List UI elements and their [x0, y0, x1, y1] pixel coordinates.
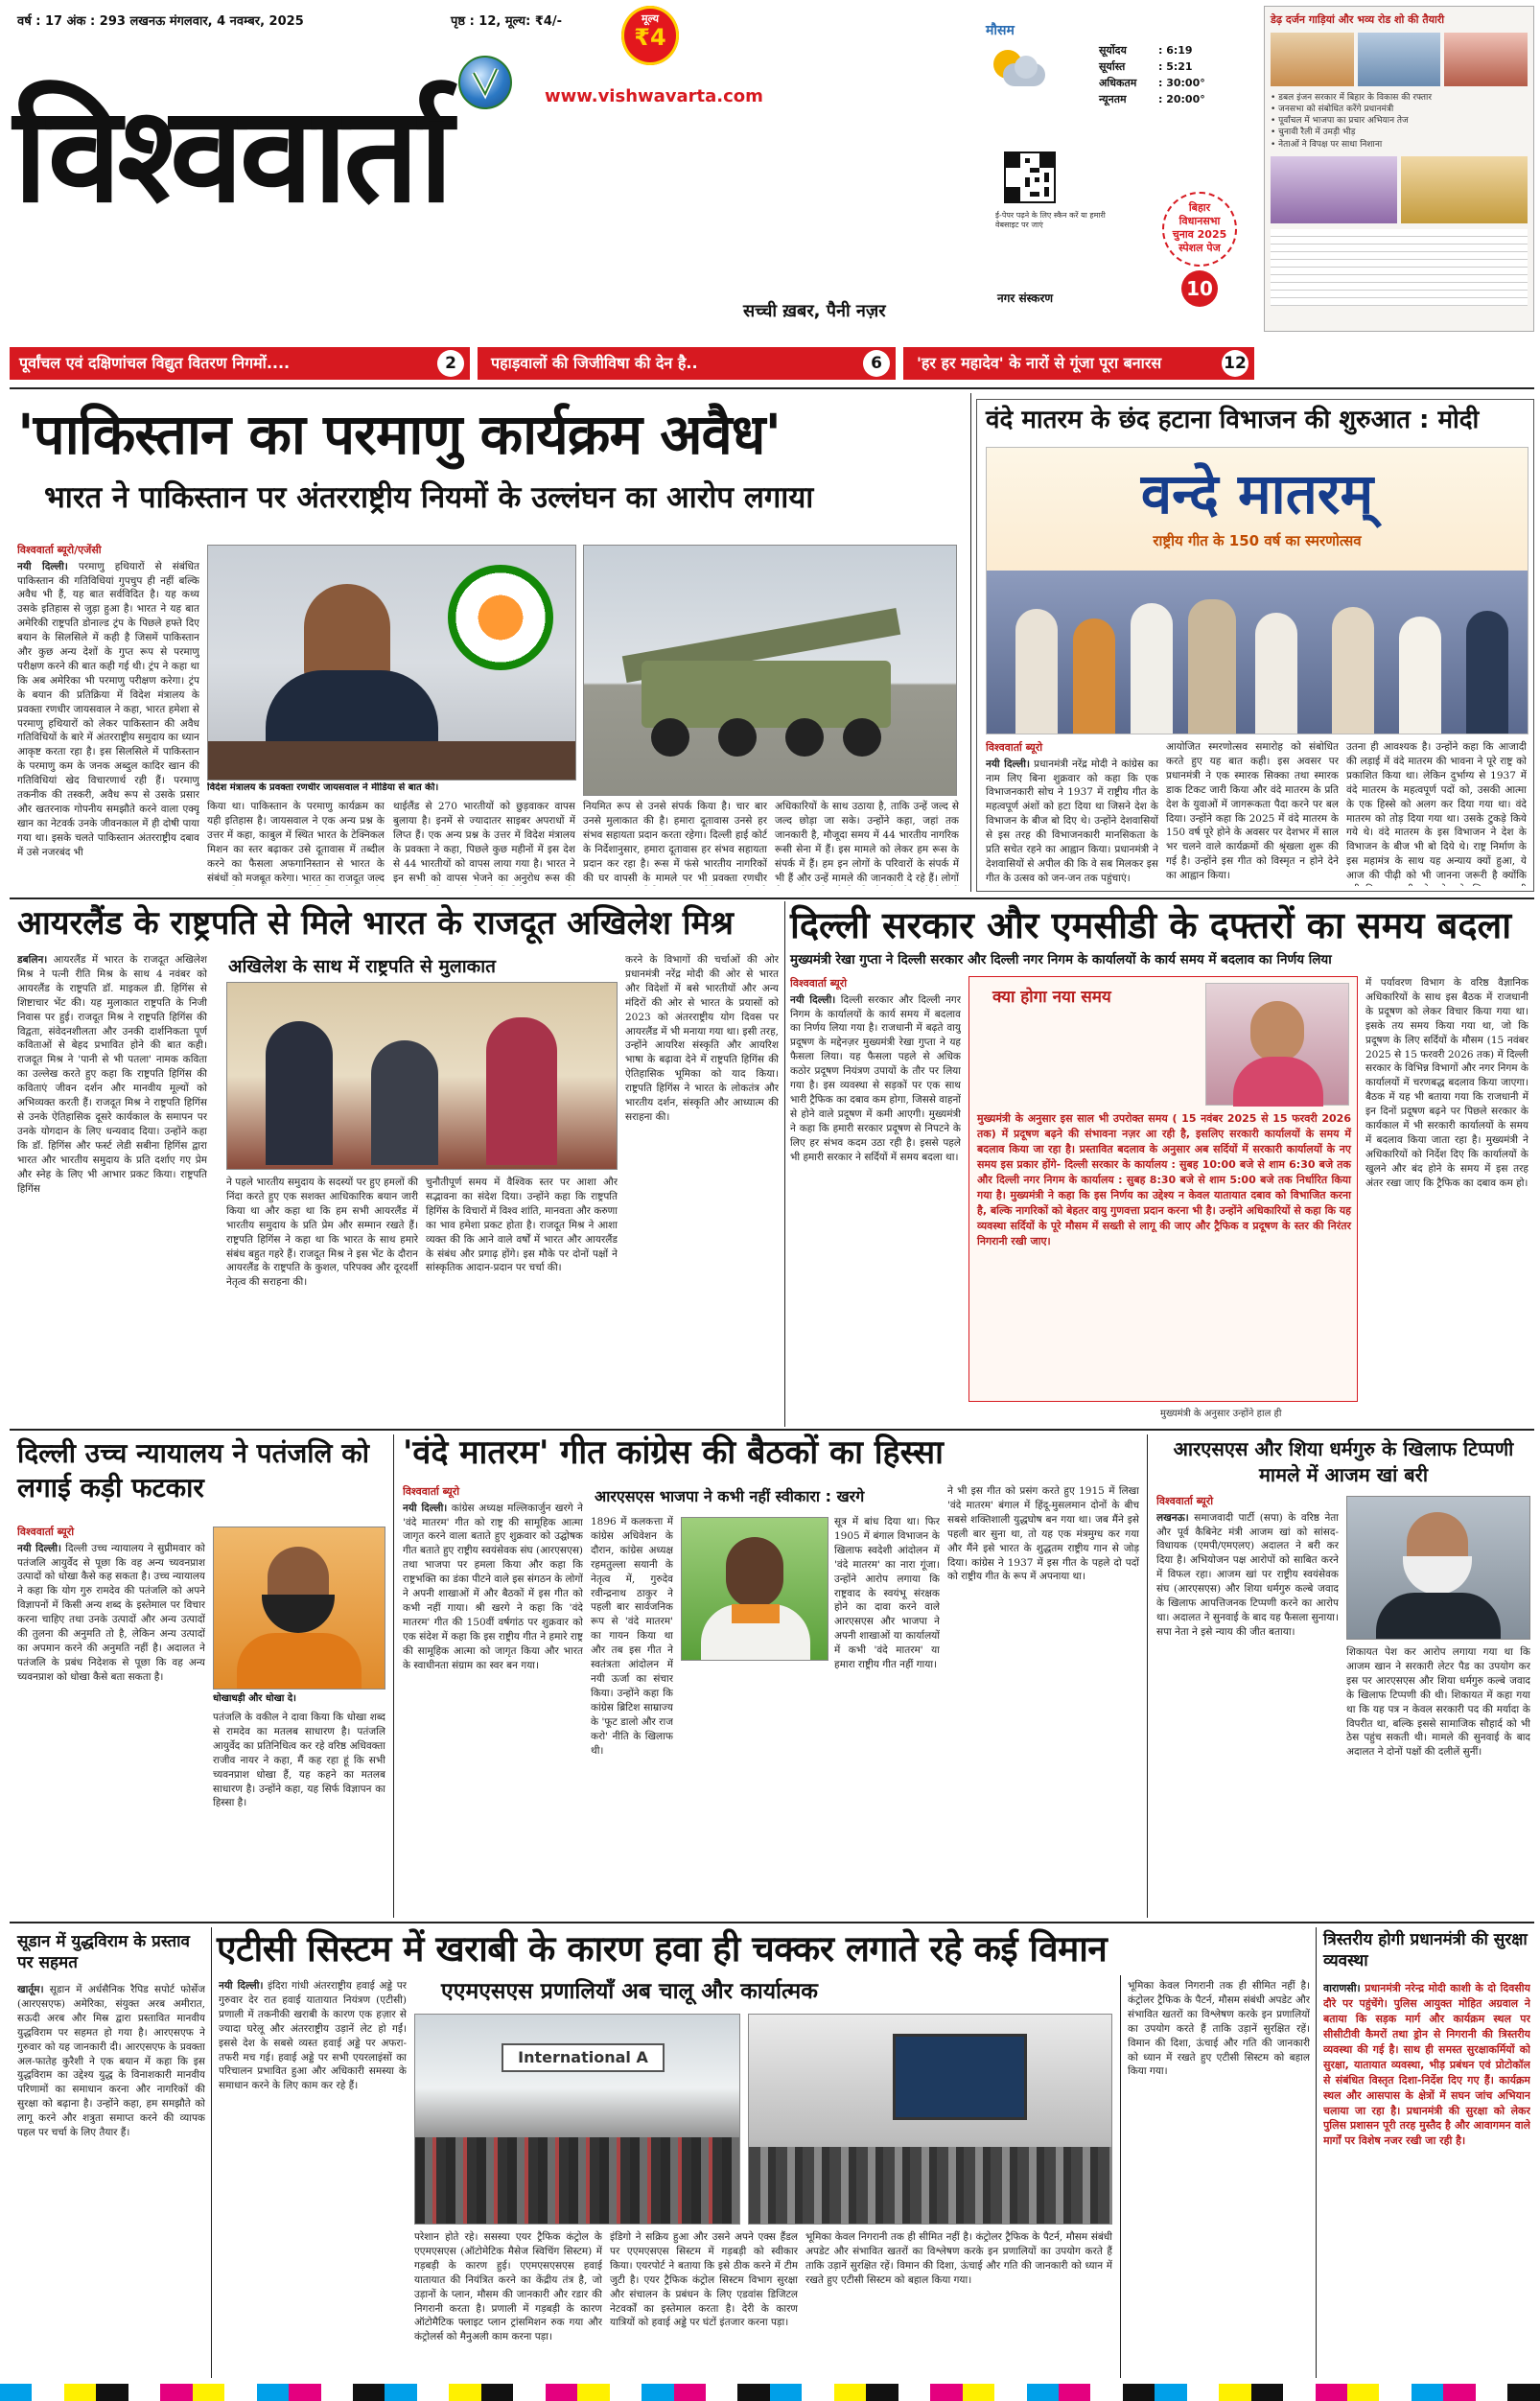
strip-line: • चुनावी रैली में उमड़ी भीड़	[1271, 128, 1356, 138]
teaser-1-text: पूर्वांचल एवं दक्षिणांचल विद्युत वितरण निगमों....	[19, 354, 291, 372]
ireland-col-4	[625, 953, 779, 1421]
registration-swatch	[353, 2384, 385, 2401]
pm-security-dateline: वाराणसी।	[1323, 1982, 1361, 1994]
vande-congress-text-4: ने भी इस गीत को प्रसंग करते हुए 1915 में लिखा 'वंदे मातरम' बंगाल में हिंदू-मुसलमान दोनों के बीच सबसे शक्तिशाली युद्धघोष बन गया था। जब मैंने इसे पहली बार सुना था, तो यह एक मंत्रमुग्ध कर गया और मैंने इसे भारत के शुद्धतम राष्ट्रीय गान से जोड़ दिया। कांग्रेस ने 1937 में इस गीत के पहले दो पदों को राष्ट्रीय गीत के रूप में अपनाया था।	[947, 1485, 1139, 1583]
bihar-badge[interactable]	[1162, 192, 1237, 267]
globe-logo	[458, 56, 512, 109]
registration-swatch	[1476, 2384, 1507, 2401]
registration-swatch	[1027, 2384, 1059, 2401]
azam-col-2	[1346, 1645, 1530, 1910]
strip-photo-1	[1271, 33, 1354, 86]
registration-swatch	[1316, 2384, 1347, 2401]
strip-line: • जनसभा को संबोधित करेंगे प्रधानमंत्री	[1271, 105, 1394, 115]
registration-swatch	[1251, 2384, 1283, 2401]
delhi-timing-box	[968, 976, 1358, 1402]
registration-swatch	[289, 2384, 320, 2401]
ireland-photo-label: अखिलेश के साथ में राष्ट्रपति से मुलाकात	[228, 956, 497, 977]
ceasefire-text: सूडान में अर्धसैनिक रैपिड सपोर्ट फोर्सेज (आरएसएफ) अमेरिका, संयुक्त अरब अमीरात, सऊदी अरब और मिस्र द्वारा प्रस्तावित मानवीय युद्धविराम पर सहमत हो गया है। आरएसएफ ने गुरुवार को यह जानकारी दी। आरएसएफ के प्रवक्ता अल-फातेह कुरैशी ने एक बयान में कहा कि इस युद्धविराम का उद्देश्य युद्ध के विनाशकारी मानवीय परिणामों का समाधान करना और नागरिकों की सुरक्षा को बढ़ाना है। उन्होंने कहा, हम समझौते को लागू करने और शत्रुता समाप्त करने की व्यापक पहल पर चर्चा के लिए तैयार हैं।	[17, 1984, 205, 2139]
teaser-2[interactable]	[478, 347, 896, 380]
pm-security-headline[interactable]: त्रिस्तरीय होगी प्रधानमंत्री की सुरक्षा व्यवस्था	[1323, 1930, 1528, 1971]
registration-swatch	[1507, 2384, 1539, 2401]
qr-code[interactable]	[1004, 152, 1056, 203]
weather-row-value: : 6:19	[1158, 44, 1193, 57]
teaser-3-text: 'हर हर महादेव' के नारों से गूंजा पूरा बनारस	[917, 354, 1162, 372]
registration-swatch	[577, 2384, 609, 2401]
weather-row-label: सूर्यास्त	[1099, 60, 1126, 73]
patanjali-caption: धोखाधड़ी और धोखा दे।	[213, 1693, 385, 1705]
azam-dateline: लखनऊ।	[1156, 1511, 1189, 1524]
weather-row-label: सूर्योदय	[1099, 44, 1127, 57]
atc-subhead: एएमएसएस प्रणालियाँ अब चालू और कार्यात्मक	[441, 1979, 818, 2004]
azam-text-1: समाजवादी पार्टी (सपा) के वरिष्ठ नेता और पूर्व कैबिनेट मंत्री आजम खां को सांसद-विधायक (एमपी/एमएलए) अदालत ने बरी कर दिया है। अभियोजन पक्ष आरोपों को साबित करने में विफल रहा। आजम खां पर राष्ट्रीय स्वयंसेवक संघ (आरएसएस) और शिया धर्मगुरु कल्बे जवाद के खिलाफ आपत्तिजनक टिप्पणी करने का आरोप था। अदालत ने सुनवाई के बाद यह फैसला सुनाया। सपा नेता ने इसे न्याय की जीत बताया।	[1156, 1511, 1339, 1638]
teaser-1[interactable]	[10, 347, 470, 380]
registration-swatch	[481, 2384, 513, 2401]
pm-security-text: प्रधानमंत्री नरेन्द्र मोदी काशी के दो दिवसीय दौरे पर पहुंचेंगे। पुलिस आयुक्त मोहित अग्रवाल ने बताया कि सड़क मार्ग और कार्यक्रम स्थल पर सीसीटीवी कैमरों तथा ड्रोन से निगरानी की त्रिस्तरीय व्यवस्था की गई है। साथ ही समस्त सुरक्षाकर्मियों को सुरक्षा, यातायात व्यवस्था, भीड़ प्रबंधन एवं प्रोटोकॉल से संबंधित विस्तृत दिशा-निर्देश दिए गए हैं। कार्यक्रम स्थल और आसपास के क्षेत्रों में सघन जांच अभियान चलाया जा रहा है। प्रधानमंत्री की सुरक्षा को लेकर पुलिस प्रशासन पूरी तरह मुस्तैद है और आवागमन वाले मार्गों पर विशेष नजर रखी जा रही है।	[1323, 1982, 1530, 2148]
delhi-col-1	[790, 976, 961, 1421]
vande-congress-text-1: कांग्रेस अध्यक्ष मल्लिकार्जुन खरगे ने 'वंदे मातरम' गीत को राष्ट्र की सामूहिक आत्मा जागृत करने वाला बताते हुए शुक्रवार को उद्घोषक गीत बताते हुए राष्ट्रीय स्वयंसेवक संघ (आरएसएस) तथा भाजपा पर हमला किया और कहा कि राष्ट्रभक्ति का डंका पीटने वाले इस संगठन के लोगों ने अपनी शाखाओं में और बैठकों में इस गीत को कभी नहीं गाया। श्री खरगे ने कहा कि 'वंदे मातरम' गीत की 150वीं वर्षगांठ पर शुक्रवार को एक संदेश में कहा कि इस राष्ट्रीय गीत ने हमारे राष्ट्र की सामूहिक आत्मा को जागृत किया और भारत के स्वाधीनता संग्राम का स्वर बन गया।	[403, 1502, 583, 1671]
ceasefire-headline[interactable]: सूडान में युद्धविराम के प्रस्ताव पर सहमत	[17, 1932, 190, 1973]
delhi-box-title: क्या होगा नया समय	[992, 988, 1111, 1007]
vande-people	[987, 590, 1528, 734]
weather-row-value: : 5:21	[1158, 60, 1193, 73]
lead-text-4: नियमित रूप से उनसे संपर्क किया है। चार बार उनसे मुलाकात की है। हमारा दूतावास उनसे हर संभव सहायता प्रदान करता रहेगा। दिल्ली हाई कोर्ट के निर्देशानुसार, हमारा दूतावास हर संभव सहायता प्रदान कर रहा है। रूस में फंसे भारतीय नागरिकों की घर वापसी के मामले पर भी प्रवक्ता रणधीर	[583, 801, 767, 884]
registration-swatch	[610, 2384, 642, 2401]
registration-swatch	[642, 2384, 673, 2401]
lead-photo-spokesperson	[207, 545, 576, 781]
atc-text-2: परेशान होते रहे। ससस्या एयर ट्रैफिक कंट्रोल के एएमएसएस (ऑटोमेटिक मैसेज स्विचिंग सिस्टम) में गड़बड़ी के कारण हुई। एएमएसएसएस हवाई यातायात की नियंत्रित करने का केंद्रीय तंत्र है, जो उड़ानों के प्लान, मौसम की जानकारी और रडार की निगरानी करता है। प्रणाली में गड़बड़ी के कारण ऑटोमैटिक फ्लाइट प्लान ट्रांसमिशन रुक गया और कंट्रोलर्स को मैनुअली काम करना पड़ा।	[414, 2231, 602, 2343]
weather-box	[986, 25, 1225, 121]
patanjali-byline: विश्ववार्ता ब्यूरो	[17, 1526, 75, 1538]
ireland-headline[interactable]: आयरलैंड के राष्ट्रपति से मिले भारत के राजदूत अखिलेश मिश्र	[17, 904, 734, 943]
lead-col-1	[17, 543, 199, 886]
issue-line: वर्ष : 17 अंक : 293 लखनऊ मंगलवार, 4 नवम्बर, 2025	[17, 14, 304, 29]
registration-swatch	[1379, 2384, 1411, 2401]
pages-price: पृष्ठ : 12, मूल्य: ₹4/-	[451, 14, 563, 29]
vande-congress-col-2	[591, 1515, 673, 1910]
edition-label: नगर संस्करण	[997, 291, 1054, 305]
atc-col-3	[610, 2230, 798, 2376]
delhi-headline[interactable]: दिल्ली सरकार और एमसीडी के दफ्तरों का समय बदला	[790, 904, 1512, 946]
weather-row-value: : 30:00°	[1158, 77, 1205, 89]
ireland-text-3: चुनौतीपूर्ण समय में वैश्विक स्तर पर आशा और सद्भावना का संदेश दिया। उन्होंने कहा कि राष्ट्रपति हिगिंस के विचारों में विश्व शांति, मानवता और करुणा का भाव हमेशा प्रकट होता है। राजदूत मिश्र ने आशा व्यक्त की कि आने वाले वर्षों में भारत और आयरलैंड के संबंध और प्रगाढ़ होंगे। इस मौके पर दोनों पक्षों ने सांस्कृतिक आदान-प्रदान पर चर्चा की।	[426, 1177, 618, 1274]
registration-swatch	[257, 2384, 289, 2401]
patanjali-text-2: पतंजलि के वकील ने दावा किया कि धोखा शब्द से रामदेव का मतलब साधारण है। पतंजलि आयुर्वेद का प्रतिनिधित्व कर रहे वरिष्ठ अधिवक्ता राजीव नायर ने कहा, मैं कह रहा हूं कि सभी च्यवनप्राश धोखा हैं, यह कहने का मतलब साधारण है। उन्होंने कहा, यह सिर्फ विज्ञापन का हिस्सा है।	[213, 1712, 385, 1809]
pm-security-text-block	[1323, 1981, 1530, 2376]
strip-line: • नेताओं ने विपक्ष पर साधा निशाना	[1271, 139, 1383, 150]
registration-swatch	[866, 2384, 898, 2401]
registration-swatch	[737, 2384, 769, 2401]
registration-swatch	[674, 2384, 706, 2401]
airport-crowd-photo: International A	[414, 2014, 740, 2225]
patanjali-text-1: दिल्ली उच्च न्यायालय ने सुप्रीमवार को पतंजलि आयुर्वेद से पूछा कि वह अन्य च्यवनप्राश उत्पादों को धोखा कैसे कह सकता है। उच्च न्यायालय ने कहा कि योग गुरु रामदेव की पतंजलि को अपने विज्ञापनों में किसी अन्य शब्द के इस्तेमाल पर विचार करना चाहिए तथा उनके उत्पादों और अन्य उत्पादों की तुलना की अनुमति तो है, लेकिन अन्य उत्पादों का अपमान करने की अनुमति नहीं है। अदालत ने पतंजलि के प्रबंध निदेशक से पूछा कि वह अन्य च्यवनप्राश को धोखा कैसे बता सकता है।	[17, 1542, 205, 1683]
registration-bar	[0, 2384, 1540, 2401]
delhi-subhead: मुख्यमंत्री रेखा गुप्ता ने दिल्ली सरकार और दिल्ली नगर निगम के कार्यालयों के कार्य समय में बदलाव का निर्णय लिया	[790, 952, 1332, 967]
website-link[interactable]: www.vishwavarta.com	[545, 86, 763, 106]
lead-text-5: अधिकारियों के साथ उठाया है, ताकि उन्हें जल्द से जल्द छोड़ा जा सके। उन्होंने कहा, जहां तक जानकारी है, मौजूदा समय में 44 भारतीय नागरिक रूसी सेना में हैं। इस मामले को लेकर हम रूस के संपर्क में हैं। हम इन लोगों के परिवारों के संपर्क में भी हैं और उन्हें मामले की जानकारी दे रहे हैं। लोगों	[775, 801, 959, 884]
atc-text-1: इंदिरा गांधी अंतरराष्ट्रीय हवाई अड्डे पर गुरुवार देर रात हवाई यातायात नियंत्रण (एटीसी) प्रणाली में तकनीकी खराबी के कारण एक हज़ार से ज्यादा घरेलू और अंतरराष्ट्रीय उड़ानें लेट हो गईं। इससे देश के सबसे व्यस्त हवाई अड्डे पर अफरा-तफरी मच गई। हवाई अड्डे पर सभी एयरलाइंसों का परिचालन प्रभावित हुआ और अधिकारी समस्या के समाधान करने के लिए काम कर रहे हैं।	[219, 1980, 407, 2092]
delhi-caption: मुख्यमंत्री के अनुसार उन्होंने हाल ही	[1160, 1409, 1282, 1419]
registration-swatch	[449, 2384, 480, 2401]
weather-row	[1099, 58, 1224, 75]
registration-swatch	[802, 2384, 833, 2401]
lead-col-2	[207, 800, 385, 886]
registration-swatch	[1283, 2384, 1315, 2401]
registration-swatch	[0, 2384, 32, 2401]
atc-text-4: भूमिका केवल निगरानी तक ही सीमित नहीं है। कंट्रोलर ट्रैफिक के पैटर्न, मौसम संबंधी अपडेट और संभावित खतरों का विश्लेषण करके इन प्रणालियों का उपयोग करते हैं ताकि उड़ानें सुरक्षित रहें। विमान की दिशा, ऊंचाई और गति की जानकारी को ध्यान में रखते हुए एटीसी सिस्टम को बहाल किया गया।	[805, 2231, 1112, 2286]
lead-headline[interactable]: 'पाकिस्तान का परमाणु कार्यक्रम अवैध'	[17, 402, 782, 467]
strip-headline: डेढ़ दर्जन गाड़ियां और भव्य रोड शो की तैयारी	[1271, 13, 1445, 26]
lead-dateline: नयी दिल्ली।	[17, 560, 68, 572]
azam-photo	[1346, 1496, 1530, 1640]
vande-congress-col-3	[834, 1515, 940, 1910]
teaser-1-page: 2	[437, 350, 464, 377]
registration-swatch	[32, 2384, 63, 2401]
vande-top-headline[interactable]: वंदे मातरम के छंद हटाना विभाजन की शुरुआत : मोदी	[986, 406, 1480, 434]
atc-col-1	[219, 1979, 407, 2376]
weather-row	[1099, 75, 1224, 91]
registration-swatch	[96, 2384, 128, 2401]
weather-row-value: : 20:00°	[1158, 93, 1205, 105]
ceasefire-text-block	[17, 1983, 205, 2376]
registration-swatch	[1187, 2384, 1219, 2401]
delhi-text-1: दिल्ली सरकार और दिल्ली नगर निगम के कार्यालयों के कार्य समय में बदलाव का निर्णय लिया गया है। राजधानी में बढ़ते वायु प्रदूषण के मद्देनज़र मुख्यमंत्री रेखा गुप्ता ने यह फैसला लिया। यह फैसला पहले से अधिक कठोर प्रदूषण नियंत्रण उपायों के तौर पर लिया गया है। इस व्यवस्था से सड़कों पर एक साथ भारी ट्रैफिक का दबाव कम होगा, जिससे वाहनों से होने वाले प्रदूषण में कमी आएगी। मुख्यमंत्री ने कहा कि हमारी सरकार प्रदूषण से निपटने के लिए हर संभव कदम उठा रही है। इससे पहले भी हमारी सरकार ने सर्दियों में समय बदला था।	[790, 993, 961, 1163]
registration-swatch	[513, 2384, 545, 2401]
weather-icon	[990, 46, 1047, 94]
registration-swatch	[1090, 2384, 1122, 2401]
weather-row-label: न्यूनतम	[1099, 93, 1127, 105]
azam-headline[interactable]: आरएसएस और शिया धर्मगुरु के खिलाफ टिप्पणी मामले में आजम खां बरी	[1173, 1437, 1514, 1486]
registration-swatch	[1059, 2384, 1090, 2401]
azam-text-2: शिकायत पेश कर आरोप लगाया गया था कि आजम खान ने सरकारी लेटर पैड का उपयोग कर इस पर आरएसएस और शिया धर्मगुरु कल्बे जवाद के खिलाफ टिप्पणी की थी। शिकायत में कहा गया था कि यह पत्र न केवल सरकारी पद की मर्यादा के विपरीत था, बल्कि इससे सामाजिक सौहार्द को भी ठेस पहुंच सकती थी। मामले की सुनवाई के बाद अदालत ने दोनों पक्षों की दलीलें सुनीं।	[1346, 1646, 1530, 1759]
ireland-col-1	[17, 953, 207, 1421]
vande-congress-col-1	[403, 1484, 583, 1910]
ceasefire-dateline: खार्तूम।	[17, 1984, 44, 1995]
ireland-photo	[226, 982, 618, 1170]
lead-photo-caption: विदेश मंत्रालय के प्रवक्ता रणधीर जायसवाल ने मीडिया से बात की।	[207, 782, 576, 796]
teaser-2-text: पहाड़वालों की जिजीविषा की देन है..	[491, 354, 698, 372]
atc-col-2	[414, 2230, 602, 2376]
delhi-box-text: मुख्यमंत्री के अनुसार इस साल भी उपरोक्त समय ( 15 नवंबर 2025 से 15 फरवरी 2026 तक) में प्रदूषण बढ़ने की संभावना नज़र आ रही है, इसलिए सरकारी कार्यालयों के समय में बदलाव किया जा रहा है। प्रस्तावित बदलाव के अनुसार अब सर्दियों में सरकारी कार्यालयों के नए समय इस प्रकार होंगे- दिल्ली सरकार के कार्यालय : सुबह 10:00 बजे से शाम 6:30 बजे तक और दिल्ली नगर निगम के कार्यालय : सुबह 8:30 बजे से शाम 5:00 बजे तक निर्धारित किया गया है। मुख्यमंत्री ने कहा कि इस निर्णय का उद्देश्य न केवल यातायात दबाव को विभाजित करना है, बल्कि नागरिकों को बेहतर वायु गुणवत्ता प्रदान करना भी है। उन्होंने अधिकारियों से कहा कि यह व्यवस्था सर्दियों के पूरे मौसम में सख्ती से लागू की जाए और ट्रैफिक व प्रदूषण के स्तर की निरंतर निगरानी रखी जाए।	[977, 1112, 1351, 1247]
ireland-col-3	[426, 1176, 618, 1421]
teaser-3[interactable]	[903, 347, 1254, 380]
registration-swatch	[1443, 2384, 1475, 2401]
patanjali-col-2	[213, 1711, 385, 1910]
registration-swatch	[770, 2384, 802, 2401]
vande-top-dateline: नयी दिल्ली।	[986, 758, 1030, 770]
bihar-page-number[interactable]: 10	[1181, 270, 1218, 307]
delhi-dateline: नयी दिल्ली।	[790, 993, 836, 1006]
atc-col-5	[1128, 1979, 1310, 2376]
azam-col-1	[1156, 1494, 1339, 1910]
lead-byline: विश्ववार्ता ब्यूरो/एजेंसी	[17, 544, 102, 556]
teaser-bar	[10, 347, 1534, 380]
lead-col-3	[393, 800, 575, 886]
registration-swatch	[417, 2384, 449, 2401]
lead-text-2: किया था। पाकिस्तान के परमाणु कार्यक्रम का यही इतिहास है। जायसवाल ने एक अन्य प्रश्न के उत्तर में कहा, काबुल में स्थित भारत के टेक्निकल मिशन का स्तर बढ़ाकर उसे दूतावास में तब्दील करने का फैसला अफगानिस्तान से भारत के संबंधों को मजबूत करेगा। भारत का राजदूत जल्द	[207, 801, 385, 884]
atc-screen-photo	[748, 2014, 1112, 2225]
weather-row-label: अधिकतम	[1099, 77, 1137, 89]
vande-banner-title: वन्दे मातरम्	[1140, 461, 1374, 526]
bihar-badge-line: बिहार	[1188, 201, 1211, 214]
vande-banner-subtitle: राष्ट्रीय गीत के 150 वर्ष का स्मरणोत्सव	[1153, 532, 1362, 549]
patanjali-dateline: नयी दिल्ली।	[17, 1542, 62, 1554]
ireland-text-2: ने पहले भारतीय समुदाय के सदस्यों पर हुए हमलों की निंदा करते हुए एक सशक्त आधिकारिक बयान जारी किया था और कहा था कि हम सभी आयरलैंड में भारतीय समुदाय के प्रति प्रेम और सम्मान रखते हैं। राष्ट्रपति हिगिंस ने कहा था कि भारत के साथ हमारे संबंध बहुत गहरे हैं। राजदूत मिश्र ने इस भेंट के दौरान आयरलैंड के राष्ट्रपति के कुशल, परिपक्व और दूरदर्शी नेतृत्व की सराहना की।	[226, 1177, 418, 1289]
vande-congress-col-4	[947, 1484, 1139, 1910]
registration-swatch	[834, 2384, 866, 2401]
lead-text-3: थाईलैंड से 270 भारतीयों को छुड़वाकर वापस बुलाया है। इनमें से ज्यादातर साइबर अपराधों में लिप्त हैं। एक अन्य प्रश्न के उत्तर में विदेश मंत्रालय के प्रवक्ता ने कहा, पिछले कुछ महीनों में इस देश से 44 भारतीयों को वापस लाया गया है। भारत ने इन सभी को वापस भेजने का अनुरोध रूस की	[393, 801, 575, 884]
vande-top-text-3: उतना ही आवश्यक है। उन्होंने कहा कि आजादी की लड़ाई में वंदे मातरम की भावना ने पूरे राष्ट्र को प्रकाशित किया था। लेकिन दुर्भाग्य से 1937 में वंदे मातरम के महत्वपूर्ण पदों को, उसकी आत्मा के एक हिस्से को अलग कर दिया गया था। वंदे मातरम को तोड़ दिया गया था। उसके टुकड़े किये गये थे। वंदे मातरम के इस विभाजन ने देश के विभाजन के बीज भी बो दिये थे। राष्ट्र निर्माण के इस महामंत्र के साथ यह अन्याय क्यों हुआ, ये आज की पीढ़ी को भी जानना जरूरी है क्योंकि	[1346, 741, 1527, 882]
atc-col-4	[805, 2230, 1112, 2376]
patanjali-photo	[213, 1527, 385, 1690]
registration-swatch	[385, 2384, 416, 2401]
delhi-byline: विश्ववार्ता ब्यूरो	[790, 977, 848, 990]
lead-text-1: परमाणु हथियारों से संबंधित पाकिस्तान की गतिविधियां गुपचुप ही नहीं बल्कि अवैध भी हैं, यह बात सर्वविदित है। यह कथ्य उसके इतिहास से जुड़ा हुआ है। भारत ने यह बात अमेरिकी राष्ट्रपति डोनाल्ड ट्रंप के पिछले हफ्ते दिए बयान के सिलसिले में कही है जिसमें पाकिस्तान और कुछ अन्य देशों के गुप्त रूप से परमाणु परीक्षण करने की बात कही गई थी। ट्रंप ने कहा था कि अब अमेरिका भी परमाणु परीक्षण करेगा। ट्रंप के बयान की प्रतिक्रिया में विदेश मंत्रालय के प्रवक्ता रणधीर जायसवाल ने कहा, भारत हमेशा से परमाणु हथियारों को लेकर पाकिस्तान की अवैध गतिविधियों के बारे में अंतरराष्ट्रीय समुदाय का ध्यान आकृष्ट करता रहा है। इस सिलसिले में पाकिस्तान के परमाणु कम के जनक अब्दुल कादिर खान की गतिविधियां खेद विचारणार्थ रही हैं। परमाणु तकनीक की तस्करी, अवैध रूप से उसके प्रसार और खतरनाक गोपनीय समझौते करने वाला एक्यू खान का नेटवर्क उनके जीवनकाल में ही दोषी पाया गया था। इसके चलते पाकिस्तान अंतरराष्ट्रीय दबाव में उसे नजरबंद भी	[17, 560, 199, 858]
registration-swatch	[128, 2384, 160, 2401]
registration-swatch	[1219, 2384, 1250, 2401]
registration-swatch	[546, 2384, 577, 2401]
vande-top-col-2	[1166, 740, 1339, 886]
delhi-cm-photo	[1205, 983, 1349, 1106]
delhi-col-2	[1365, 976, 1528, 1421]
vande-congress-subhead: आरएसएस भाजपा ने कभी नहीं स्वीकारा : खरगे	[595, 1487, 865, 1505]
weather-rows	[1099, 42, 1224, 107]
teaser-3-page: 12	[1222, 350, 1248, 377]
atc-text-3: इंडिगो ने सक्रिय हुआ और उसने अपने एक्स हैंडल पर एएमएसएस सिस्टम में गड़बड़ी को स्वीकार किया। एयरपोर्ट ने बताया कि इसे ठीक करने में टीम जुटी है। एयर ट्रैफिक कंट्रोल सिस्टम विभाग सुरक्षा और संचालन के प्रबंधन के लिए एडवांस डिजिटल नेटवर्कों का इस्तेमाल करता है। देरी के कारण यात्रियों को हवाई अड्डे पर घंटों इंतजार करना पड़ा।	[610, 2231, 798, 2329]
delhi-text-2: में पर्यावरण विभाग के वरिष्ठ वैज्ञानिक अधिकारियों के साथ इस बैठक में राजधानी के प्रदूषण को लेकर विचार किया गया था। इसके तय समय किया गया था, जो कि प्रदूषण के लिए सर्दियों के मौसम (15 नवंबर 2025 से 15 फरवरी 2026 तक) में दिल्ली सरकार के विभिन्न विभागों और नगर निगम के कार्यालयों में चरणबद्ध बदलाव किया जाएगा। बैठक में यह भी बताया गया कि राजधानी में इन दिनों प्रदूषण बढ़ने पर पिछले सरकार के कार्यकाल में भी सरकारी कार्यालयों के समय में बदलाव किया जाता रहा है। मुख्यमंत्री ने अधिकारियों को निर्देश दिए कि कार्यालयों के खुलने और बंद होने के समय में इस तरह अंतर रखा जाए कि ट्रैफिक का दबाव कम हो।	[1365, 977, 1528, 1189]
price-badge	[621, 6, 679, 65]
ireland-text-4: करने के विभागों की चर्चाओं की ओर प्रधानमंत्री नरेंद्र मोदी की ओर से भारत और विदेशों में बसे भारतीयों और अन्य मंदिरों की ओर से भारत के प्रयासों को 2023 को अंतरराष्ट्रीय योग दिवस पर आयरलैंड में भी मनाया गया था। इसी तरह, उन्होंने आयरिश संस्कृति और आयरिश भाषा के बढ़ावा देने में राष्ट्रपति हिगिंस की ऐतिहासिक भूमिका को याद किया। राष्ट्रपति हिगिंस ने भारत के लोकतंत्र और भारतीय दर्शन, संस्कृति और आध्यात्म की सराहना की।	[625, 954, 779, 1123]
weather-title: मौसम	[986, 23, 1015, 38]
bihar-badge-line: चुनाव 2025	[1172, 228, 1227, 241]
lead-photo-missile	[583, 545, 957, 796]
ireland-dateline: डबलिन।	[17, 954, 48, 966]
registration-swatch	[1155, 2384, 1186, 2401]
strip-line: • डबल इंजन सरकार में बिहार के विकास की रफ्तार	[1271, 93, 1433, 103]
registration-swatch	[994, 2384, 1026, 2401]
vande-top-col-1	[986, 740, 1158, 886]
registration-swatch	[1123, 2384, 1155, 2401]
qr-caption: ई-पेपर पढ़ने के लिए स्कैन करें या हमारी वेबसाइट पर जाएं	[995, 211, 1106, 229]
weather-row	[1099, 91, 1224, 107]
vande-top-col-3	[1346, 740, 1527, 886]
strip-photo-3	[1444, 33, 1528, 86]
vande-congress-text-3: सूत्र में बांध दिया था। फिर 1905 में बंगाल विभाजन के खिलाफ स्वदेशी आंदोलन में 'वंदे मातरम' का नारा गूंजा। उन्होंने आरोप लगाया कि राष्ट्रवाद के स्वयंभू संरक्षक होने का दावा करने वाले आरएसएस और भाजपा ने अपनी शाखाओं या कार्यालयों में कभी 'वंदे मातरम' या हमारा राष्ट्रीय गीत नहीं गाया।	[834, 1516, 940, 1671]
azam-byline: विश्ववार्ता ब्यूरो	[1156, 1495, 1214, 1507]
patanjali-col-1	[17, 1525, 205, 1910]
atc-dateline: नयी दिल्ली।	[219, 1980, 264, 1992]
paper-title: विश्ववार्ता	[13, 76, 450, 232]
patanjali-headline[interactable]: दिल्ली उच्च न्यायालय ने पतंजलि को लगाई कड़ी फटकार	[17, 1437, 370, 1504]
registration-swatch	[706, 2384, 737, 2401]
paper-tagline: सच्ची ख़बर, पैनी नज़र	[743, 301, 886, 321]
ireland-col-2	[226, 1176, 418, 1421]
vande-congress-text-2: 1896 में कलकत्ता में कांग्रेस अधिवेशन के दौरान, कांग्रेस अध्यक्ष रहमतुल्ला सयानी के नेतृत्व में, गुरुदेव रवीन्द्रनाथ ठाकुर ने पहली बार सार्वजनिक रूप से 'वंदे मातरम' का गायन किया था और तब इस गीत ने स्वतंत्रता आंदोलन में नयी ऊर्जा का संचार किया। उन्होंने कहा कि कांग्रेस ब्रिटिश साम्राज्य के 'फूट डालो और राज करो' नीति के खिलाफ थी।	[591, 1516, 673, 1757]
vande-banner	[986, 447, 1528, 734]
kharge-photo	[681, 1517, 828, 1661]
strip-photo-5	[1401, 156, 1528, 223]
registration-swatch	[898, 2384, 930, 2401]
vande-congress-dateline: नयी दिल्ली।	[403, 1502, 448, 1514]
vande-congress-headline[interactable]: 'वंदे मातरम' गीत कांग्रेस की बैठकों का हिस्सा	[403, 1434, 944, 1472]
registration-swatch	[193, 2384, 224, 2401]
registration-swatch	[224, 2384, 256, 2401]
registration-swatch	[321, 2384, 353, 2401]
vande-top-text-1: प्रधानमंत्री नरेंद्र मोदी ने कांग्रेस का नाम लिए बिना शुक्रवार को कहा कि एक विभाजनकारी सोच ने 1937 में राष्ट्रीय गीत के महत्वपूर्ण अंशों को हटा दिया था जिसने देश के विभाजन के बीज बो दिए थे। उन्होंने देशवासियों से इस तरह की विभाजनकारी मानसिकता के प्रति सचेत रहने का आह्वान किया। प्रधानमंत्री ने देशवासियों से अपील की कि वे सब मिलकर इस गीत के उत्सव को जन-जन तक पहुंचाएं।	[986, 758, 1158, 884]
lead-subhead: भारत ने पाकिस्तान पर अंतरराष्ट्रीय नियमों के उल्लंघन का आरोप लगाया	[44, 480, 814, 515]
vande-congress-byline: विश्ववार्ता ब्यूरो	[403, 1485, 460, 1498]
weather-row	[1099, 42, 1224, 58]
registration-swatch	[963, 2384, 994, 2401]
strip-photo-2	[1358, 33, 1441, 86]
vande-top-text-2: आयोजित स्मरणोत्सव समारोह को संबोधित करते हुए यह बात कही। इस अवसर पर प्रधानमंत्री ने एक स्मारक सिक्का तथा स्मारक डाक टिकट जारी किया और वंदे मातरम के प्रति देश के युवाओं में जागरूकता पैदा करने पर बल दिया। उन्होंने कहा कि 2025 में वंदे मातरम के 150 वर्ष पूरे होने के अवसर पर देशभर में साल भर चलने वाले कार्यक्रमों की श्रृंखला शुरू की गई है। उन्होंने इस गीत को विस्मृत न होने देने का आह्वान किया।	[1166, 741, 1339, 882]
bihar-badge-line: स्पेशल पेज	[1178, 242, 1221, 254]
bihar-strip[interactable]	[1264, 6, 1534, 332]
price-label: मूल्य	[642, 12, 659, 25]
registration-swatch	[160, 2384, 192, 2401]
registration-swatch	[1347, 2384, 1379, 2401]
lead-col-5	[775, 800, 959, 886]
registration-swatch	[1412, 2384, 1443, 2401]
vande-top-byline: विश्ववार्ता ब्यूरो	[986, 741, 1043, 754]
strip-photo-4	[1271, 156, 1397, 223]
registration-swatch	[930, 2384, 962, 2401]
price-value: ₹4	[634, 24, 666, 51]
atc-headline[interactable]: एटीसी सिस्टम में खराबी के कारण हवा ही चक्कर लगाते रहे कई विमान	[217, 1928, 1108, 1970]
registration-swatch	[64, 2384, 96, 2401]
teaser-2-page: 6	[863, 350, 890, 377]
strip-line: • पूर्वांचल में भाजपा का प्रचार अभियान तेज	[1271, 116, 1409, 127]
atc-text-5: भूमिका केवल निगरानी तक ही सीमित नहीं है। कंट्रोलर ट्रैफिक के पैटर्न, मौसम संबंधी अपडेट और संभावित खतरों का विश्लेषण करके इन प्रणालियों का उपयोग करते हैं ताकि उड़ानें सुरक्षित रहें। विमान की दिशा, ऊंचाई और गति की जानकारी को ध्यान में रखते हुए एटीसी सिस्टम को बहाल किया गया।	[1128, 1980, 1310, 2078]
bihar-badge-line: विधानसभा	[1178, 215, 1221, 227]
lead-col-4	[583, 800, 767, 886]
ireland-text-1: आयरलैंड में भारत के राजदूत अखिलेश मिश्र ने पत्नी रीति मिश्र के साथ 4 नवंबर को आयरलैंड के राष्ट्रपति डॉ. माइकल डी. हिगिंस से शिष्टाचार भेंट की। यह मुलाकात राष्ट्रपति के निजी निवास पर हुई। राजदूत मिश्र ने राष्ट्रपति हिगिंस की विद्वता, संवेदनशीलता और उनकी दार्शनिकता पूर्ण कविताओं से बेहद प्रभावित होने की बात कही। राजदूत मिश्र ने 'पानी से भी पतला' नामक कविता का उल्लेख करते हुए कहा कि राष्ट्रपति हिगिंस की कविताएं जीवन दर्शन और मानवीय मूल्यों को अभिव्यक्त करती हैं। राजदूत मिश्र ने राष्ट्रपति हिगिंस से उनके ऐतिहासिक दूसरे कार्यकाल के समापन पर उनके योगदान के लिए धन्यवाद दिया। उन्होंने कहा कि डॉ. हिगिंस और फर्स्ट लेडी सबीना हिगिंस द्वारा भारत और भारतीय समुदाय के प्रति दर्शाए गए प्रेम और स्नेह के लिए भी आभार प्रकट किया। राष्ट्रपति हिगिंस	[17, 954, 207, 1195]
